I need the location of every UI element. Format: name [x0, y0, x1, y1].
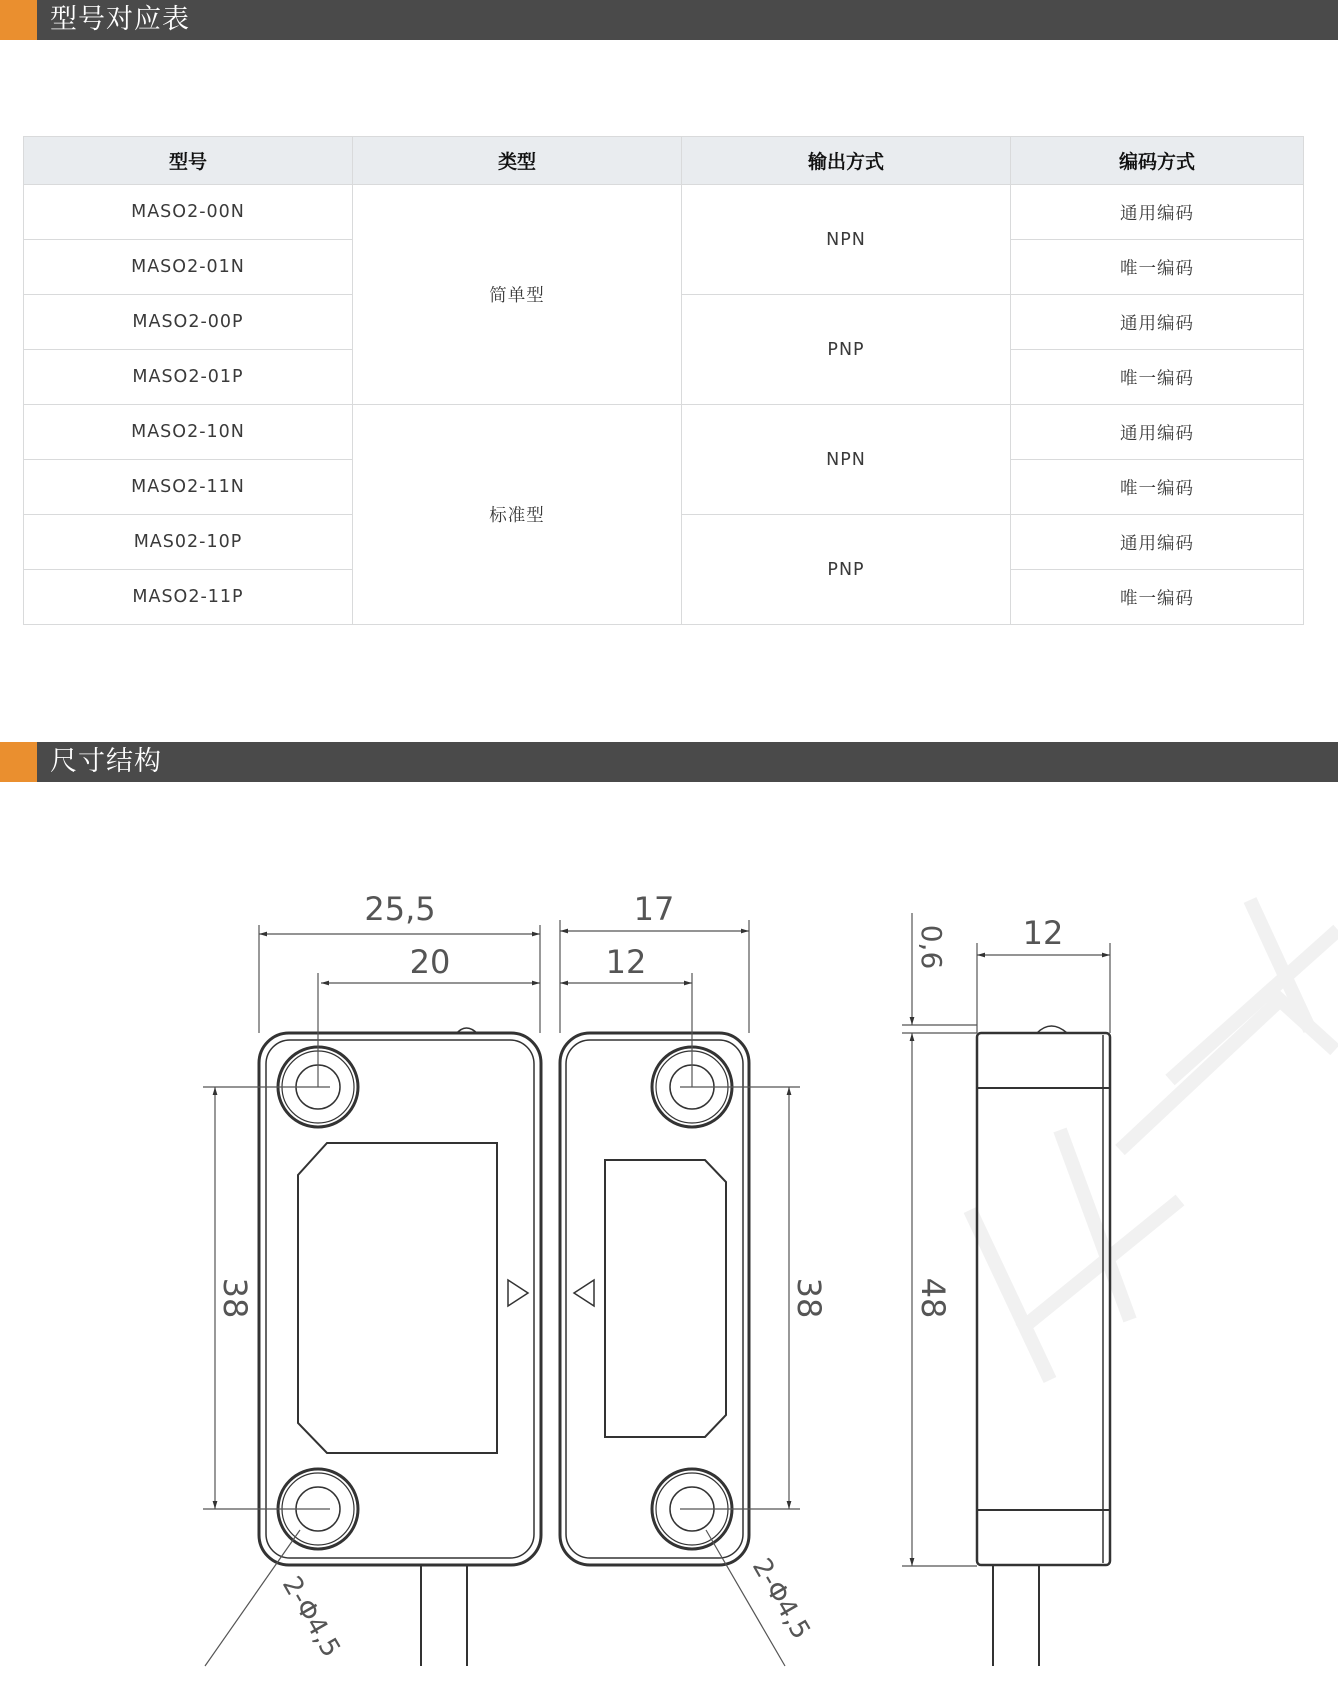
dim-right-hole-spacing-y: 38: [790, 1277, 828, 1319]
cell-model: MAS02-10P: [24, 515, 353, 570]
dim-right-hole-offset-x: 12: [605, 943, 647, 981]
section-header-model-table: [0, 0, 1338, 40]
cell-output: NPN: [682, 405, 1011, 515]
section-accent: [0, 742, 37, 782]
header-encoding: 编码方式: [1011, 137, 1304, 185]
dimension-drawing: [0, 800, 1338, 1706]
dim-right-hole-note: 2-Φ4,5: [745, 1553, 816, 1645]
header-model: 型号: [24, 137, 353, 185]
cell-output: PNP: [682, 515, 1011, 625]
cell-model: MASO2-11N: [24, 460, 353, 515]
cell-output: NPN: [682, 185, 1011, 295]
cell-model: MASO2-01P: [24, 350, 353, 405]
dim-side-protrusion: 0,6: [915, 924, 948, 970]
dim-left-width: 25,5: [364, 890, 436, 928]
side-view: [977, 1026, 1110, 1666]
cell-model: MASO2-01N: [24, 240, 353, 295]
header-output: 输出方式: [682, 137, 1011, 185]
model-correspondence-table: [23, 136, 1304, 625]
cell-encoding: 通用编码: [1011, 515, 1304, 570]
watermark: [970, 900, 1338, 1380]
cell-encoding: 唯一编码: [1011, 240, 1304, 295]
dim-side-depth: 12: [1022, 914, 1064, 952]
dim-left-hole-spacing-x: 20: [409, 943, 451, 981]
table-row: [24, 405, 1304, 460]
cell-model: MASO2-10N: [24, 405, 353, 460]
cell-model: MASO2-00N: [24, 185, 353, 240]
section-title: 尺寸结构: [50, 746, 162, 777]
dim-right-width: 17: [633, 890, 675, 928]
table-row: [24, 185, 1304, 240]
cell-model: MASO2-11P: [24, 570, 353, 625]
section-header-dimensions: [0, 742, 1338, 782]
cell-type: 简单型: [353, 185, 682, 405]
cell-encoding: 通用编码: [1011, 405, 1304, 460]
dim-left-hole-note: 2-Φ4,5: [275, 1571, 346, 1663]
cell-type: 标准型: [353, 405, 682, 625]
section-accent: [0, 0, 37, 40]
dim-left-hole-spacing-y: 38: [216, 1277, 254, 1319]
cell-encoding: 唯一编码: [1011, 460, 1304, 515]
front-view-right: [560, 1033, 749, 1565]
dim-side-height: 48: [914, 1277, 952, 1319]
table-header-row: [24, 137, 1304, 185]
cell-encoding: 唯一编码: [1011, 350, 1304, 405]
side-view-dimensions: [902, 913, 1110, 1566]
section-title: 型号对应表: [50, 4, 190, 35]
header-type: 类型: [353, 137, 682, 185]
front-view-left: [259, 1028, 541, 1666]
cell-encoding: 唯一编码: [1011, 570, 1304, 625]
cell-output: PNP: [682, 295, 1011, 405]
cell-encoding: 通用编码: [1011, 185, 1304, 240]
cell-encoding: 通用编码: [1011, 295, 1304, 350]
cell-model: MASO2-00P: [24, 295, 353, 350]
